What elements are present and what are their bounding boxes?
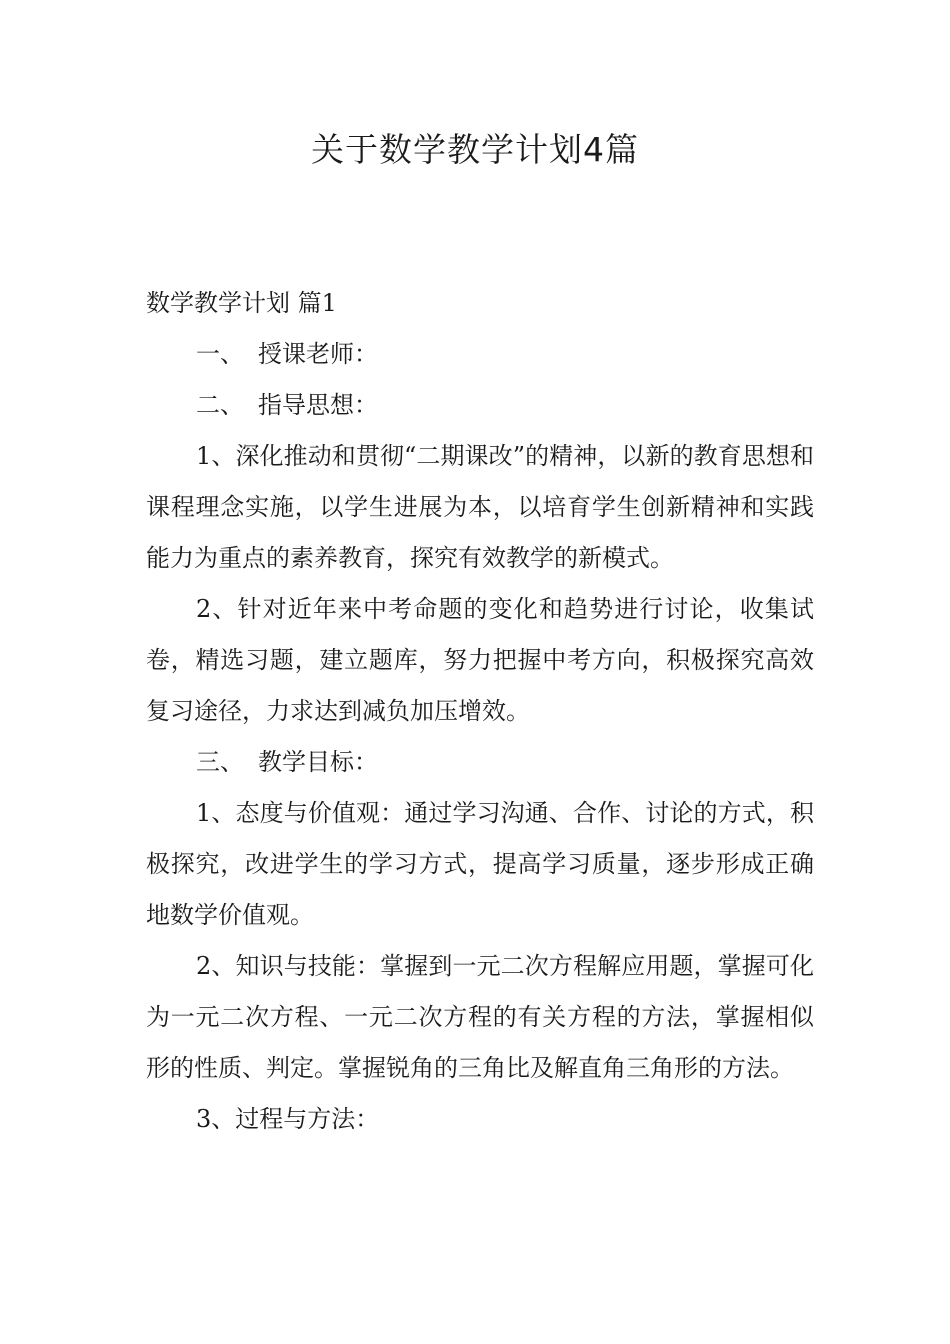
document-body	[146, 278, 814, 1145]
heading-text: 授课老师：	[258, 340, 378, 368]
heading-teacher	[146, 329, 814, 380]
paragraph-guide-1: 1、深化推动和贯彻“二期课改”的精神，以新的教育思想和课程理念实施，以学生进展为本，以培育学生创新精神和实践能力为重点的素养教育，探究有效教学的新模式。	[146, 442, 814, 572]
document-title: 关于数学教学计划4篇	[311, 130, 639, 169]
paragraph-guide-2: 2、针对近年来中考命题的变化和趋势进行讨论，收集试卷，精选习题，建立题库，努力把握中考方向，积极探究高效复习途径，力求达到减负加压增效。	[146, 595, 814, 725]
paragraph-goal-2: 2、知识与技能：掌握到一元二次方程解应用题，掌握可化为一元二次方程、一元二次方程的有关方程的方法，掌握相似形的性质、判定。掌握锐角的三角比及解直角三角形的方法。	[146, 952, 814, 1082]
heading-number: 一、	[196, 340, 244, 368]
section-heading: 数学教学计划 篇1	[146, 289, 337, 317]
heading-teaching-goals	[146, 737, 814, 788]
heading-text: 指导思想：	[258, 391, 378, 419]
paragraph-goal-3: 3、过程与方法：	[196, 1105, 380, 1133]
heading-text: 教学目标：	[258, 748, 378, 776]
paragraph-goal-1: 1、态度与价值观：通过学习沟通、合作、讨论的方式，积极探究，改进学生的学习方式，提高学习质量，逐步形成正确地数学价值观。	[146, 799, 814, 929]
heading-number: 二、	[196, 391, 244, 419]
heading-guiding-ideology	[146, 380, 814, 431]
heading-number: 三、	[196, 748, 244, 776]
